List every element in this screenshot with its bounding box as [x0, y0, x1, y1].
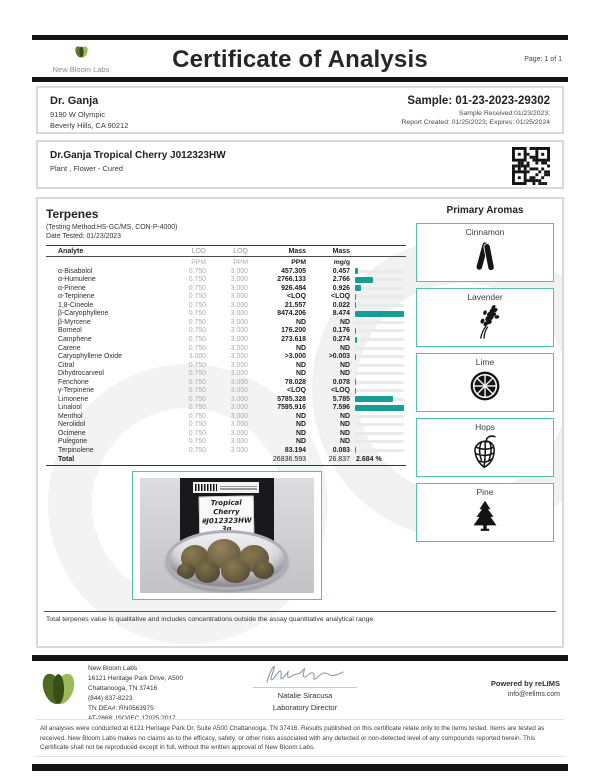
unit-mass-mgg: mg/g — [333, 258, 350, 266]
footer-iso-accreditation: AT-2868: ISO/IEC 17025:2017 — [88, 715, 176, 723]
lod-value: 0.750 — [188, 387, 206, 395]
mass-mgg-value: 0.176 — [332, 327, 350, 335]
terpene-row — [46, 386, 406, 395]
contact-email: info@relims.com — [507, 691, 560, 698]
barcode-icon — [195, 484, 217, 491]
loq-value: 3.000 — [230, 387, 248, 395]
client-name: Dr. Ganja — [50, 95, 99, 107]
barcode-text-lines — [220, 485, 257, 491]
mass-ppm-value: 83.194 — [284, 446, 306, 454]
qr-code-image — [512, 147, 550, 185]
mass-ppm-value: 926.484 — [281, 284, 306, 292]
lod-value: 0.750 — [188, 395, 206, 403]
lod-value: 0.750 — [188, 267, 206, 275]
unit-mass-ppm: PPM — [291, 258, 306, 266]
terpene-bar — [350, 395, 406, 404]
mass-mgg-value: 0.274 — [332, 336, 350, 344]
footer-leaf-logo-icon — [40, 667, 77, 714]
footer-address2: Chattanooga, TN 37416 — [88, 685, 158, 693]
analyte-name: γ-Terpinene — [58, 387, 95, 395]
bottom-divider-bar — [32, 764, 568, 771]
mass-ppm-value: 2766.133 — [277, 276, 306, 284]
powered-by: Powered by reLIMS — [490, 679, 560, 688]
lod-value: 0.750 — [188, 404, 206, 412]
terpene-bar — [350, 429, 406, 438]
signer-title: Laboratory Director — [272, 703, 338, 712]
terpene-row — [46, 301, 406, 310]
lod-value: 0.750 — [188, 327, 206, 335]
lod-value: 0.750 — [188, 284, 206, 292]
terpenes-table — [46, 245, 406, 466]
analyte-name: α-Terpinene — [58, 293, 95, 301]
mass-ppm-value: >3.000 — [284, 353, 306, 361]
loq-value: 3.000 — [230, 293, 248, 301]
handwritten-label-line: Cherry — [213, 507, 240, 516]
table-units-row — [46, 257, 406, 267]
aroma-cards — [416, 223, 554, 542]
terpene-bar — [350, 352, 406, 361]
mass-ppm-value: 5785.328 — [277, 395, 306, 403]
analyte-name: Terpinolene — [58, 446, 94, 454]
aroma-label: Lime — [475, 357, 495, 367]
client-address-line1: 9190 W Olympic — [50, 109, 106, 119]
mass-mgg-value: 0.457 — [332, 267, 350, 275]
aroma-label: Lavender — [467, 292, 503, 302]
lavender-icon — [417, 303, 553, 346]
terpene-bar — [350, 318, 406, 327]
col-lod: LOD — [191, 247, 206, 255]
analyte-name: α-Pinene — [58, 284, 86, 292]
col-mass-ppm: Mass — [288, 247, 306, 255]
analyte-name: Limonene — [58, 395, 89, 403]
loq-value: 3.000 — [230, 267, 248, 275]
terpene-row — [46, 276, 406, 285]
terpene-row — [46, 310, 406, 319]
aroma-label: Hops — [475, 422, 495, 432]
terpene-row — [46, 446, 406, 455]
analyte-name: Citral — [58, 361, 75, 369]
mass-mgg-value: ND — [340, 361, 350, 369]
terpene-row — [46, 318, 406, 327]
terpene-row — [46, 395, 406, 404]
mass-ppm-value: ND — [296, 438, 306, 446]
signature-icon — [261, 660, 349, 686]
primary-aromas-title: Primary Aromas — [446, 205, 524, 216]
mass-mgg-value: ND — [340, 344, 350, 352]
terpene-row — [46, 344, 406, 353]
loq-value: 3.000 — [230, 353, 248, 361]
mass-mgg-value: >0.003 — [328, 353, 350, 361]
terpenes-note: Total terpenes value is qualitative and includes concentrations outside the assay quantitative analytical range. — [46, 616, 376, 623]
mass-mgg-value: <LOQ — [331, 387, 350, 395]
disclaimer-text: All analyses were conducted at 6121 Heritage Park Dr, Suite A500 Chattanooga, TN 37416. Results published on this certificate relate only to the items tested. Items are tested as received. New Bloom Labs makes no claims as to the efficacy, safety, or other risks associated with any detected or non-detected level of any compounds reported herein. This Certificate shall not be reproduced except in full, without the written approval of New Bloom Labs. — [40, 725, 545, 752]
terpene-row — [46, 352, 406, 361]
cannabis-bud — [221, 559, 250, 583]
col-mass-mgg: Mass — [332, 247, 350, 255]
mass-ppm-value: 21.557 — [284, 301, 306, 309]
loq-value: 3.000 — [230, 336, 248, 344]
terpene-bar — [350, 446, 406, 455]
analyte-name: Carene — [58, 344, 81, 352]
analyte-name: Pulegone — [58, 438, 88, 446]
terpene-row — [46, 438, 406, 447]
lod-value: 0.750 — [188, 293, 206, 301]
aroma-card-lavender — [416, 288, 554, 347]
total-mass-mgg: 26.837 — [328, 456, 350, 464]
report-dates: Report Created: 01/25/2023; Expires: 01/25/2024 — [401, 119, 550, 126]
terpene-bar — [350, 276, 406, 285]
terpene-row — [46, 361, 406, 370]
mass-ppm-value: <LOQ — [287, 293, 306, 301]
terpene-bar — [350, 438, 406, 447]
analyte-name: Ocimene — [58, 429, 86, 437]
total-mass-ppm: 26836.593 — [272, 456, 306, 464]
terpene-row — [46, 378, 406, 387]
lab-brand-name: New Bloom Labs — [52, 65, 110, 74]
signature-line — [253, 687, 357, 688]
terpene-bar — [350, 404, 406, 413]
terpene-bar — [350, 412, 406, 421]
client-address-line2: Beverly Hills, CA 90212 — [50, 121, 129, 130]
analyte-name: Caryophyllene Oxide — [58, 353, 122, 361]
mass-mgg-value: 2.766 — [332, 276, 350, 284]
terpene-bar — [350, 335, 406, 344]
mass-ppm-value: 176.200 — [281, 327, 306, 335]
lod-value: 0.750 — [188, 336, 206, 344]
unit-lod: PPM — [191, 258, 206, 266]
terpene-bar — [350, 301, 406, 310]
total-percent: 2.684 % — [356, 456, 382, 464]
loq-value: 3.000 — [230, 378, 248, 386]
mass-ppm-value: 8474.206 — [277, 310, 306, 318]
analyte-name: α-Humulene — [58, 276, 96, 284]
loq-value: 3.000 — [230, 361, 248, 369]
lod-value: 0.750 — [188, 361, 206, 369]
terpene-row — [46, 421, 406, 430]
sample-type: Plant , Flower - Cured — [50, 164, 123, 173]
lod-value: 0.750 — [188, 378, 206, 386]
terpene-bar — [350, 310, 406, 319]
loq-value: 3.000 — [230, 327, 248, 335]
aroma-label: Pine — [476, 487, 494, 497]
hops-icon — [417, 433, 553, 476]
footer-address1: 16121 Heritage Park Drive, A500 — [88, 675, 184, 683]
sample-name-box — [36, 140, 564, 189]
lod-value: 0.750 — [188, 310, 206, 318]
barcode-label — [193, 482, 259, 493]
aroma-card-lime — [416, 353, 554, 412]
lod-value: 0.750 — [188, 344, 206, 352]
mass-mgg-value: ND — [340, 370, 350, 378]
mass-ppm-value: 7595.916 — [277, 404, 306, 412]
primary-aromas-panel — [416, 205, 554, 548]
terpene-row — [46, 267, 406, 276]
loq-value: 3.000 — [230, 344, 248, 352]
mass-mgg-value: ND — [340, 412, 350, 420]
terpene-bar — [350, 386, 406, 395]
loq-value: 3.000 — [230, 284, 248, 292]
cannabis-bud — [253, 561, 274, 579]
sample-photo-frame — [132, 471, 322, 600]
terpene-bar — [350, 293, 406, 302]
mass-mgg-value: 8.474 — [332, 310, 350, 318]
analyte-name: Borneol — [58, 327, 82, 335]
aroma-card-pine — [416, 483, 554, 542]
loq-value: 3.000 — [230, 395, 248, 403]
sample-id: Sample: 01-23-2023-29302 — [407, 95, 550, 107]
mass-ppm-value: 457.305 — [281, 267, 306, 275]
footer-lab-name: New Bloom Labs — [88, 665, 138, 672]
terpene-row — [46, 284, 406, 293]
analyte-name: Linalool — [58, 404, 82, 412]
terpene-row — [46, 327, 406, 336]
mass-mgg-value: 7.596 — [332, 404, 350, 412]
mass-mgg-value: 0.022 — [332, 301, 350, 309]
mass-mgg-value: ND — [340, 429, 350, 437]
terpene-bar — [350, 361, 406, 370]
unit-loq: PPM — [233, 258, 248, 266]
loq-value: 3.000 — [230, 438, 248, 446]
terpene-row — [46, 429, 406, 438]
header-divider-bar — [32, 77, 568, 82]
lod-value: 0.750 — [188, 429, 206, 437]
mass-ppm-value: ND — [296, 318, 306, 326]
terpene-row — [46, 404, 406, 413]
loq-value: 3.000 — [230, 429, 248, 437]
lod-value: 0.750 — [188, 301, 206, 309]
mass-ppm-value: ND — [296, 412, 306, 420]
handwritten-label-line: Tropical — [210, 498, 242, 508]
aroma-card-cinnamon — [416, 223, 554, 282]
lod-value: 0.750 — [188, 421, 206, 429]
terpene-bar — [350, 267, 406, 276]
col-analyte: Analyte — [58, 247, 84, 255]
analyte-name: β-Myrcene — [58, 318, 91, 326]
mass-mgg-value: 0.078 — [332, 378, 350, 386]
page-number: Page: 1 of 1 — [524, 56, 562, 63]
loq-value: 3.000 — [230, 370, 248, 378]
analyte-name: α-Bisabolol — [58, 267, 93, 275]
aroma-card-hops — [416, 418, 554, 477]
signer-name: Natalie Siracusa — [277, 691, 333, 700]
terpenes-heading: Terpenes — [46, 207, 99, 221]
mass-ppm-value: ND — [296, 429, 306, 437]
mass-mgg-value: 5.785 — [332, 395, 350, 403]
mass-mgg-value: ND — [340, 438, 350, 446]
analyte-name: β-Caryophyllene — [58, 310, 109, 318]
col-loq: LOQ — [233, 247, 248, 255]
loq-value: 3.000 — [230, 421, 248, 429]
terpene-row — [46, 335, 406, 344]
mass-ppm-value: ND — [296, 361, 306, 369]
terpene-row — [46, 369, 406, 378]
terpene-row — [46, 293, 406, 302]
sample-received-date: Sample Received:01/23/2023; — [458, 109, 550, 117]
sample-name: Dr.Ganja Tropical Cherry J012323HW — [50, 150, 226, 161]
terpene-rows — [46, 267, 406, 455]
total-label: Total — [58, 456, 75, 464]
analyte-name: Fenchone — [58, 378, 89, 386]
footer-phone: (844) 837-8223 — [88, 695, 133, 703]
sample-bowl — [166, 530, 288, 590]
cinnamon-icon — [417, 238, 553, 281]
mass-ppm-value: 78.028 — [284, 378, 306, 386]
terpene-bar — [350, 327, 406, 336]
terpene-bar — [350, 421, 406, 430]
terpene-bar — [350, 284, 406, 293]
mass-ppm-value: ND — [296, 421, 306, 429]
mass-ppm-value: 273.618 — [281, 336, 306, 344]
lod-value: 0.750 — [188, 370, 206, 378]
mass-ppm-value: <LOQ — [287, 387, 306, 395]
loq-value: 3.000 — [230, 318, 248, 326]
loq-value: 3.000 — [230, 301, 248, 309]
note-divider — [44, 611, 556, 612]
disclaimer-top-rule — [36, 719, 564, 720]
date-tested: Date Tested: 01/23/2023 — [46, 233, 121, 240]
signature-block — [240, 660, 370, 712]
mass-mgg-value: ND — [340, 421, 350, 429]
analyte-name: Camphene — [58, 336, 92, 344]
lod-value: 3.000 — [188, 353, 206, 361]
table-total-row — [46, 455, 406, 466]
mass-ppm-value: ND — [296, 370, 306, 378]
loq-value: 3.000 — [230, 310, 248, 318]
analyte-name: 1,8-Cineole — [58, 301, 94, 309]
lod-value: 0.750 — [188, 446, 206, 454]
analyte-name: Menthol — [58, 412, 83, 420]
lime-icon — [417, 368, 553, 409]
cannabis-bud — [177, 563, 195, 579]
top-divider-bar — [32, 35, 568, 40]
loq-value: 3.000 — [230, 404, 248, 412]
analyte-name: Nerolidol — [58, 421, 86, 429]
pine-icon — [417, 498, 553, 539]
mass-ppm-value: ND — [296, 344, 306, 352]
loq-value: 3.000 — [230, 412, 248, 420]
terpene-bar — [350, 378, 406, 387]
lod-value: 0.750 — [188, 276, 206, 284]
cannabis-bud — [195, 561, 220, 583]
mass-mgg-value: ND — [340, 318, 350, 326]
results-box — [36, 197, 564, 648]
table-header-row — [46, 245, 406, 257]
mass-mgg-value: <LOQ — [331, 293, 350, 301]
lod-value: 0.750 — [188, 318, 206, 326]
terpene-bar — [350, 369, 406, 378]
handwritten-label-line: #J012323HW — [201, 516, 252, 525]
mass-mgg-value: 0.083 — [332, 446, 350, 454]
terpene-bar — [350, 344, 406, 353]
testing-method: (Testing Method:HS-GC/MS, CON-P-4000) — [46, 224, 178, 231]
footer-dea-number: TN DEA#: RN0563975 — [88, 705, 154, 713]
analyte-name: Dihydrocarveol — [58, 370, 104, 378]
disclaimer-bottom-rule — [36, 756, 564, 757]
mass-mgg-value: 0.926 — [332, 284, 350, 292]
loq-value: 3.000 — [230, 446, 248, 454]
lod-value: 0.750 — [188, 438, 206, 446]
lod-value: 0.750 — [188, 412, 206, 420]
aroma-label: Cinnamon — [465, 227, 505, 237]
document-title: Certificate of Analysis — [172, 46, 428, 73]
loq-value: 3.000 — [230, 276, 248, 284]
terpene-row — [46, 412, 406, 421]
client-info-box — [36, 86, 564, 134]
sample-photo — [140, 478, 314, 593]
